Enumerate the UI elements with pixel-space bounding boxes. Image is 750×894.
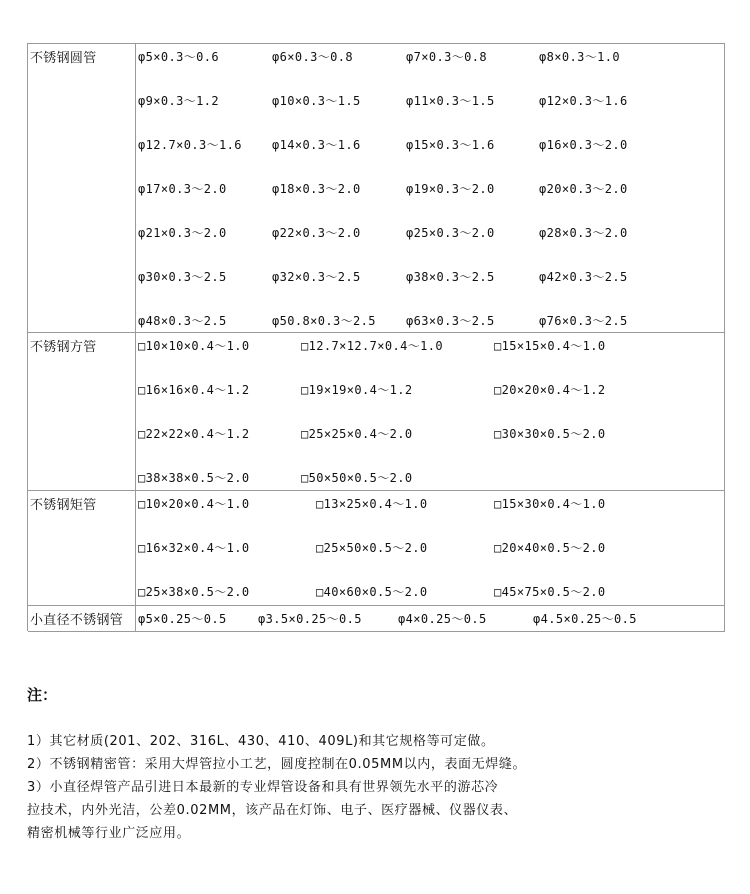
spec-cell: φ7×0.3～0.8 [406,50,488,64]
spec-cell: □50×50×0.5～2.0 [301,471,413,485]
spec-cell: φ8×0.3～1.0 [539,50,621,64]
spec-cell: φ3.5×0.25～0.5 [258,612,362,626]
spec-cell: φ16×0.3～2.0 [539,138,628,152]
spec-cell: □10×20×0.4～1.0 [138,497,250,511]
spec-cell: φ48×0.3～2.5 [138,314,227,328]
spec-cell: □13×25×0.4～1.0 [316,497,428,511]
spec-cell: □22×22×0.4～1.2 [138,427,250,441]
table-right-border [724,44,725,631]
spec-cell: □20×20×0.4～1.2 [494,383,606,397]
spec-cell: φ6×0.3～0.8 [272,50,354,64]
category-label: 不锈钢圆管 [30,51,97,66]
notes-title: 注： [27,686,58,704]
note-line: 1）其它材质(201、202、316L、430、410、409L)和其它规格等可定做。 [27,734,495,749]
spec-cell: φ4.5×0.25～0.5 [533,612,637,626]
note-line: 3）小直径焊管产品引进日本最新的专业焊管设备和具有世界领先水平的游芯冷 [27,780,499,795]
category-label: 不锈钢矩管 [30,498,97,513]
spec-cell: φ10×0.3～1.5 [272,94,361,108]
spec-cell: □16×32×0.4～1.0 [138,541,250,555]
spec-cell: φ12.7×0.3～1.6 [138,138,242,152]
spec-cell: □15×30×0.4～1.0 [494,497,606,511]
spec-cell: □20×40×0.5～2.0 [494,541,606,555]
spec-cell: φ9×0.3～1.2 [138,94,220,108]
spec-cell: φ21×0.3～2.0 [138,226,227,240]
spec-cell: □25×38×0.5～2.0 [138,585,250,599]
note-line: 2）不锈钢精密管：采用大焊管拉小工艺，圆度控制在0.05MM以内，表面无焊缝。 [27,757,527,772]
spec-table [27,43,725,631]
spec-cell: φ14×0.3～1.6 [272,138,361,152]
spec-cell: □45×75×0.5～2.0 [494,585,606,599]
spec-cell: φ38×0.3～2.5 [406,270,495,284]
spec-cell: φ76×0.3～2.5 [539,314,628,328]
notes-section [27,684,727,845]
spec-cell: φ63×0.3～2.5 [406,314,495,328]
spec-cell: φ50.8×0.3～2.5 [272,314,376,328]
spec-cell: φ32×0.3～2.5 [272,270,361,284]
note-line: 拉技术，内外光洁，公差0.02MM，该产品在灯饰、电子、医疗器械、仪器仪表、 [27,803,518,818]
square-tube-row [28,333,725,491]
category-label: 不锈钢方管 [30,340,97,355]
spec-cell: φ18×0.3～2.0 [272,182,361,196]
spec-cell: φ12×0.3～1.6 [539,94,628,108]
category-label: 小直径不锈钢管 [30,613,124,628]
spec-cell: φ19×0.3～2.0 [406,182,495,196]
spec-cell: φ20×0.3～2.0 [539,182,628,196]
spec-cell: □10×10×0.4～1.0 [138,339,250,353]
spec-cell: φ11×0.3～1.5 [406,94,495,108]
spec-cell: φ30×0.3～2.5 [138,270,227,284]
spec-cell: φ28×0.3～2.0 [539,226,628,240]
spec-cell: φ22×0.3～2.0 [272,226,361,240]
spec-cell: φ42×0.3～2.5 [539,270,628,284]
spec-cell: φ5×0.25～0.5 [138,612,227,626]
spec-cell: φ25×0.3～2.0 [406,226,495,240]
table-column-divider [135,44,136,631]
spec-cell: □12.7×12.7×0.4～1.0 [301,339,444,353]
spec-cell: □15×15×0.4～1.0 [494,339,606,353]
spec-cell: φ17×0.3～2.0 [138,182,227,196]
spec-cell: □25×25×0.4～2.0 [301,427,413,441]
spec-cell: □16×16×0.4～1.2 [138,383,250,397]
spec-cell: □30×30×0.5～2.0 [494,427,606,441]
spec-cell: φ4×0.25～0.5 [398,612,487,626]
spec-cell: □38×38×0.5～2.0 [138,471,250,485]
spec-cell: □25×50×0.5～2.0 [316,541,428,555]
spec-cell: φ15×0.3～1.6 [406,138,495,152]
note-line: 精密机械等行业广泛应用。 [27,826,191,841]
spec-cell: □40×60×0.5～2.0 [316,585,428,599]
spec-cell: φ5×0.3～0.6 [138,50,220,64]
spec-cell: □19×19×0.4～1.2 [301,383,413,397]
